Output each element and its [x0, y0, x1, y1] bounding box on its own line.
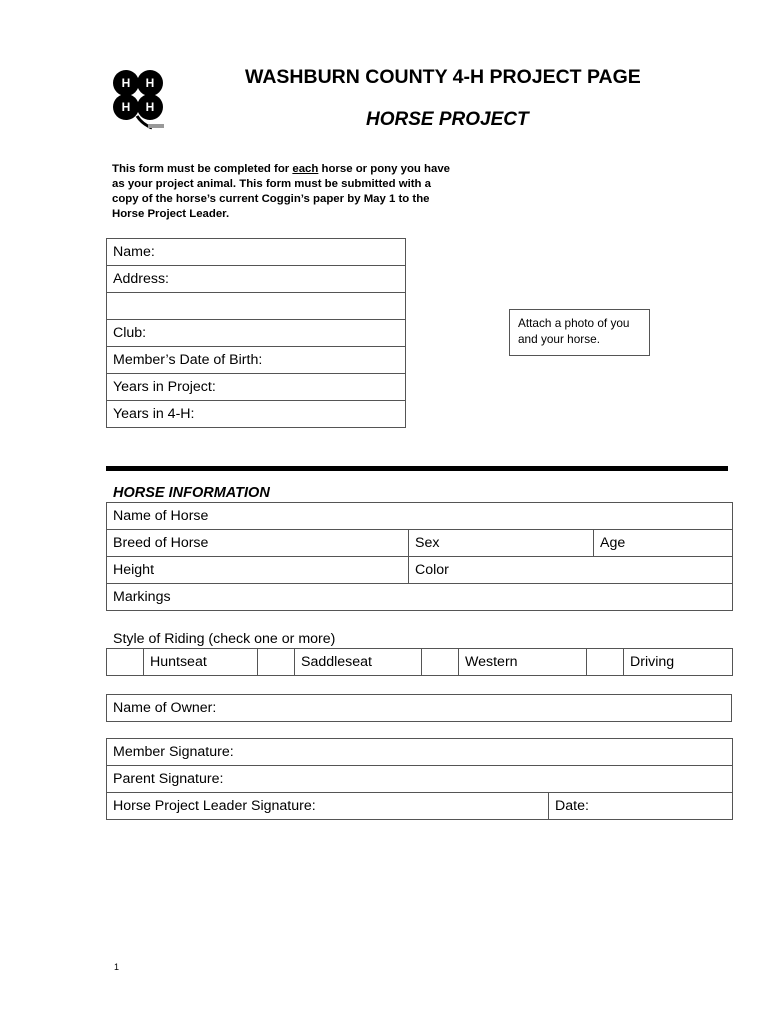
riding-style-table — [106, 648, 733, 676]
member-signature-field[interactable]: Member Signature: — [107, 739, 733, 766]
instructions-emphasis: each — [292, 163, 319, 175]
owner-table — [106, 694, 732, 722]
driving-checkbox[interactable] — [587, 649, 624, 676]
svg-text:H: H — [121, 76, 131, 90]
driving-option-label: Driving — [624, 649, 733, 676]
svg-text:H: H — [145, 76, 155, 90]
horse-information-heading: HORSE INFORMATION — [113, 485, 270, 501]
signature-table — [106, 738, 733, 820]
years-in-project-field[interactable]: Years in Project: — [107, 374, 406, 401]
page-number: 1 — [114, 962, 120, 972]
saddleseat-option-label: Saddleseat — [295, 649, 422, 676]
owner-name-field[interactable]: Name of Owner: — [107, 695, 732, 722]
sex-field[interactable]: Sex — [409, 530, 594, 557]
age-field[interactable]: Age — [594, 530, 733, 557]
parent-signature-field[interactable]: Parent Signature: — [107, 766, 733, 793]
height-field[interactable]: Height — [107, 557, 409, 584]
western-option-label: Western — [459, 649, 587, 676]
western-checkbox[interactable] — [422, 649, 459, 676]
date-field[interactable]: Date: — [549, 793, 733, 820]
leader-signature-field[interactable]: Horse Project Leader Signature: — [107, 793, 549, 820]
photo-attachment-box[interactable]: Attach a photo of you and your horse. — [509, 309, 650, 356]
huntseat-option-label: Huntseat — [144, 649, 258, 676]
svg-text:H: H — [145, 100, 155, 114]
birth-date-field[interactable]: Member’s Date of Birth: — [107, 347, 406, 374]
address-field[interactable]: Address: — [107, 266, 406, 293]
name-field[interactable]: Name: — [107, 239, 406, 266]
breed-field[interactable]: Breed of Horse — [107, 530, 409, 557]
four-leaf-clover-4h-icon — [106, 66, 170, 132]
riding-style-label: Style of Riding (check one or more) — [113, 631, 336, 647]
huntseat-checkbox[interactable] — [107, 649, 144, 676]
club-field[interactable]: Club: — [107, 320, 406, 347]
markings-field[interactable]: Markings — [107, 584, 733, 611]
years-in-4h-field[interactable]: Years in 4-H: — [107, 401, 406, 428]
horse-name-field[interactable]: Name of Horse — [107, 503, 733, 530]
section-divider — [106, 466, 728, 471]
color-field[interactable]: Color — [409, 557, 733, 584]
page-title: WASHBURN COUNTY 4-H PROJECT PAGE — [245, 66, 641, 88]
member-info-table — [106, 238, 406, 428]
address-line-2-field[interactable] — [107, 293, 406, 320]
horse-info-table — [106, 502, 733, 611]
instructions-part2: horse or pony you have as your project animal. This form must be submitted with a copy of the horse’s current Coggin’s paper by May 1 to the Horse Project Leader. — [112, 163, 450, 220]
page-subtitle: HORSE PROJECT — [366, 109, 529, 130]
svg-text:H: H — [121, 100, 131, 114]
instructions-part1: This form must be completed for — [112, 163, 293, 175]
saddleseat-checkbox[interactable] — [258, 649, 295, 676]
instructions-text — [112, 162, 452, 222]
